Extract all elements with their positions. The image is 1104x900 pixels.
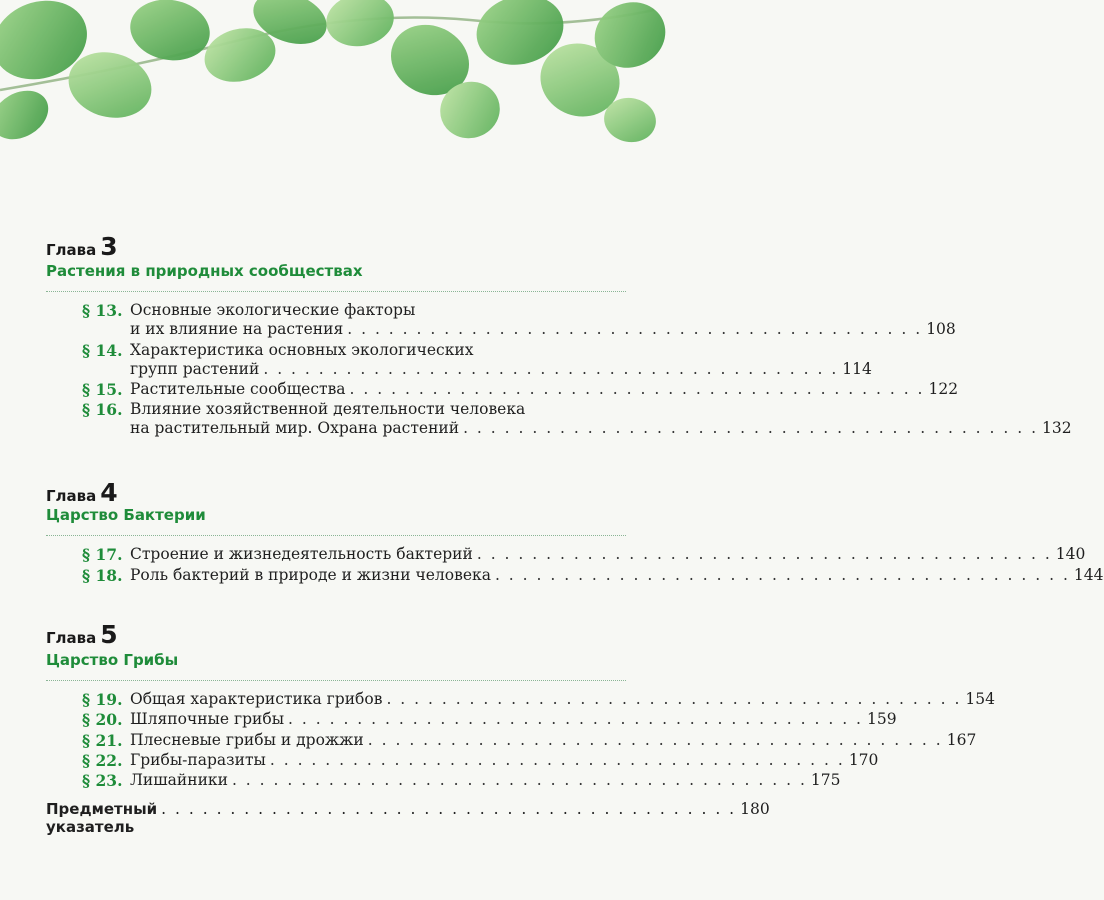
chapter-label — [46, 620, 118, 649]
page-number: 132 — [1042, 419, 1072, 437]
toc-entry[interactable] — [60, 710, 897, 730]
entry-title: Грибы-паразиты — [130, 751, 266, 769]
page-number: 144 — [1073, 566, 1104, 584]
chapter-label — [46, 232, 118, 261]
chapter-number: 3 — [100, 232, 118, 261]
page-number: 140 — [1055, 545, 1086, 563]
entry-title: Характеристика основных экологических — [130, 341, 474, 359]
leader-dots: . . . . . . . . . . . . . . . . . . . . . . . . . . . . . . . . . . . . . . . . . . — [231, 771, 807, 789]
chapter-number: 5 — [100, 620, 118, 649]
leader-dots: . . . . . . . . . . . . . . . . . . . . . . . . . . . . . . . . . . . . . . . . . . — [476, 545, 1052, 563]
divider — [46, 680, 626, 681]
leader-dots: . . . . . . . . . . . . . . . . . . . . . . . . . . . . . . . . . . . . . . . . . . — [263, 360, 839, 378]
toc-entry[interactable] — [60, 301, 956, 341]
entry-title: Растительные сообщества — [130, 380, 346, 398]
leader-dots: . . . . . . . . . . . . . . . . . . . . . . . . . . . . . . . . . . . . . . . . . . — [288, 710, 863, 728]
page-number: 154 — [965, 690, 995, 708]
leader-dots: . . . . . . . . . . . . . . . . . . . . . . . . . . . . . . . . . . . . . . . . . . — [269, 751, 845, 769]
chapter-label — [46, 478, 118, 507]
toc-entry[interactable] — [60, 545, 1086, 565]
entry-title: на растительный мир. Охрана растений — [130, 419, 460, 437]
page-number: 175 — [810, 771, 841, 789]
entry-title: Строение и жизнедеятельность бактерий — [130, 545, 473, 563]
entry-title: Влияние хозяйственной деятельности человека — [130, 400, 526, 418]
page-number: 159 — [866, 710, 897, 728]
page-number: 170 — [848, 751, 879, 769]
chapter-number: 4 — [100, 478, 118, 507]
section-number: § 18. — [82, 566, 123, 585]
section-number: § 16. — [82, 400, 123, 419]
chapter-word: Глава — [46, 629, 97, 647]
leader-dots: . . . . . . . . . . . . . . . . . . . . . . . . . . . . . . . . . . . . . . . . . . — [349, 380, 925, 398]
entry-title: и их влияние на растения — [130, 320, 344, 338]
toc-entry-index[interactable] — [46, 800, 770, 836]
entry-title: Шляпочные грибы — [130, 710, 285, 728]
toc-entry[interactable] — [60, 341, 872, 381]
leaves-decoration — [0, 0, 654, 160]
leader-dots: . . . . . . . . . . . . . . . . . . . . . . . . . . . . . . . . . . . . . . . . . . — [386, 690, 962, 708]
divider — [46, 535, 626, 536]
entry-title: групп растений — [130, 360, 260, 378]
page-number: 108 — [926, 320, 956, 338]
section-number: § 21. — [82, 731, 123, 750]
page-number: 167 — [946, 731, 977, 749]
chapter-word: Глава — [46, 241, 97, 259]
index-title: Предметный указатель — [46, 800, 158, 836]
toc-entry[interactable] — [60, 566, 1104, 586]
section-number: § 13. — [82, 301, 123, 320]
leader-dots: . . . . . . . . . . . . . . . . . . . . . . . . . . . . . . . . . . . . . . . . . . — [347, 320, 923, 338]
toc-entry[interactable] — [60, 731, 977, 751]
entry-title: Плесневые грибы и дрожжи — [130, 731, 364, 749]
toc-entry[interactable] — [60, 751, 879, 771]
leader-dots: . . . . . . . . . . . . . . . . . . . . . . . . . . . . . . . . . . . . . . . . . . — [367, 731, 943, 749]
toc-entry[interactable] — [60, 771, 841, 791]
section-number: § 15. — [82, 380, 123, 399]
chapter-title: Растения в природных сообществах — [46, 262, 363, 280]
section-number: § 22. — [82, 751, 123, 770]
section-number: § 23. — [82, 771, 123, 790]
entry-title: Лишайники — [130, 771, 228, 789]
toc-entry[interactable] — [60, 690, 995, 710]
page-number: 180 — [740, 800, 770, 818]
entry-title: Общая характеристика грибов — [130, 690, 383, 708]
leader-dots: . . . . . . . . . . . . . . . . . . . . . . . . . . . . . . . . . . . . . . . . . . — [463, 419, 1039, 437]
entry-title: Роль бактерий в природе и жизни человека — [130, 566, 491, 584]
page-number: 122 — [928, 380, 959, 398]
chapter-word: Глава — [46, 487, 97, 505]
divider — [46, 291, 626, 292]
leader-dots: . . . . . . . . . . . . . . . . . . . . . . . . . . . . . . . . . . . . . . . . . . — [494, 566, 1070, 584]
toc-entry[interactable] — [60, 380, 959, 400]
entry-title: Основные экологические факторы — [130, 301, 416, 319]
toc-entry[interactable] — [60, 400, 1072, 440]
chapter-title: Царство Бактерии — [46, 506, 206, 524]
section-number: § 19. — [82, 690, 123, 709]
page-number: 114 — [842, 360, 872, 378]
section-number: § 20. — [82, 710, 123, 729]
section-number: § 17. — [82, 545, 123, 564]
leader-dots: . . . . . . . . . . . . . . . . . . . . . . . . . . . . . . . . . . . . . . . . . . — [161, 800, 737, 818]
chapter-title: Царство Грибы — [46, 651, 179, 669]
section-number: § 14. — [82, 341, 123, 360]
